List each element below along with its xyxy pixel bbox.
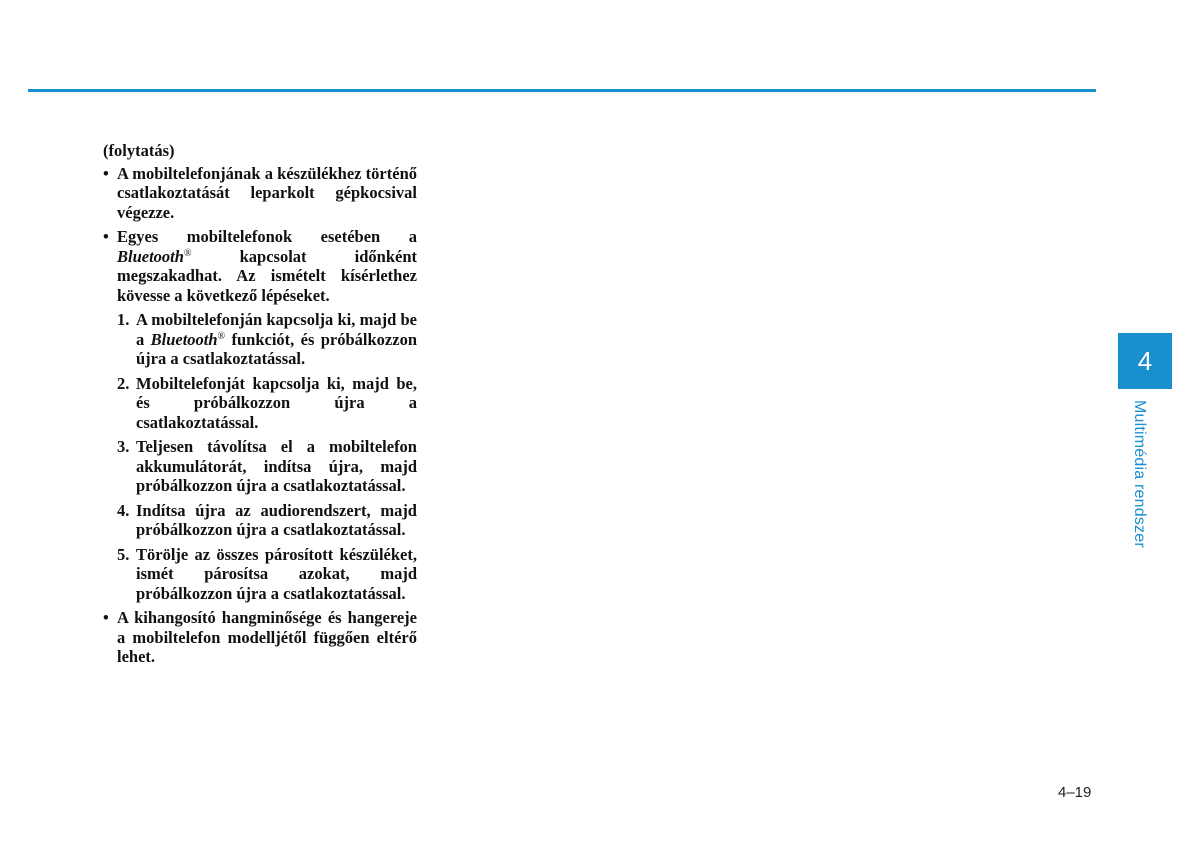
step-number: 4. — [117, 500, 130, 520]
step-number: 5. — [117, 544, 130, 564]
step-number: 2. — [117, 373, 130, 393]
step-item — [103, 374, 417, 433]
chapter-title: Multimédia rendszer — [1131, 400, 1148, 548]
chapter-number: 4 — [1137, 345, 1153, 376]
header-rule — [28, 89, 1096, 92]
step-text: Teljesen távolítsa el a mobiltelefon akkumulátorát, indítsa újra, majd próbálkozzon újra a csatlakoztatással. — [136, 437, 417, 495]
step-item — [103, 501, 417, 540]
bullet-item — [103, 164, 417, 223]
continued-label: (folytatás) — [103, 141, 175, 160]
registered-mark: ® — [217, 330, 226, 342]
step-number: 3. — [117, 437, 130, 456]
page-number: 4–19 — [1058, 784, 1092, 801]
bullet-text: A kihangosító hangminősége és hangereje a mobiltelefon modelljétől függően eltérő lehet. — [117, 608, 417, 666]
chapter-tab — [1118, 333, 1172, 389]
step-number: 1. — [117, 310, 130, 329]
step-item — [103, 545, 417, 604]
registered-mark: ® — [183, 247, 192, 259]
bullet-item: • Egyes mobiltelefonok esetében a Bluetooth® kapcsolat időnként megszakadhat. Az ismételt kísérlethez kövesse a következő lépéseket. — [103, 227, 417, 305]
bluetooth-term: Bluetooth — [150, 329, 218, 349]
step-item: 1. A mobiltelefonján kapcsolja ki, majd be a Bluetooth® funkciót, és próbálkozzon újra a csatlakoztatással. — [117, 310, 418, 368]
page-content — [103, 141, 417, 672]
bullet-text: A mobiltelefonjának a készülékhez történő csatlakoztatását leparkolt gépkocsival végezze. — [117, 163, 417, 222]
step-item — [103, 437, 417, 496]
step-text: Mobiltelefonját kapcsolja ki, majd be, és próbálkozzon újra a csatlakoztatással. — [136, 373, 417, 432]
bluetooth-term: Bluetooth — [117, 246, 184, 266]
step-text: Törölje az összes párosított készüléket, ismét párosítsa azokat, majd próbálkozzon újra a csatlakoztatással. — [136, 544, 417, 603]
step-text: Indítsa újra az audiorendszert, majd próbálkozzon újra a csatlakoztatással. — [136, 500, 417, 539]
bullet-item — [103, 608, 417, 667]
